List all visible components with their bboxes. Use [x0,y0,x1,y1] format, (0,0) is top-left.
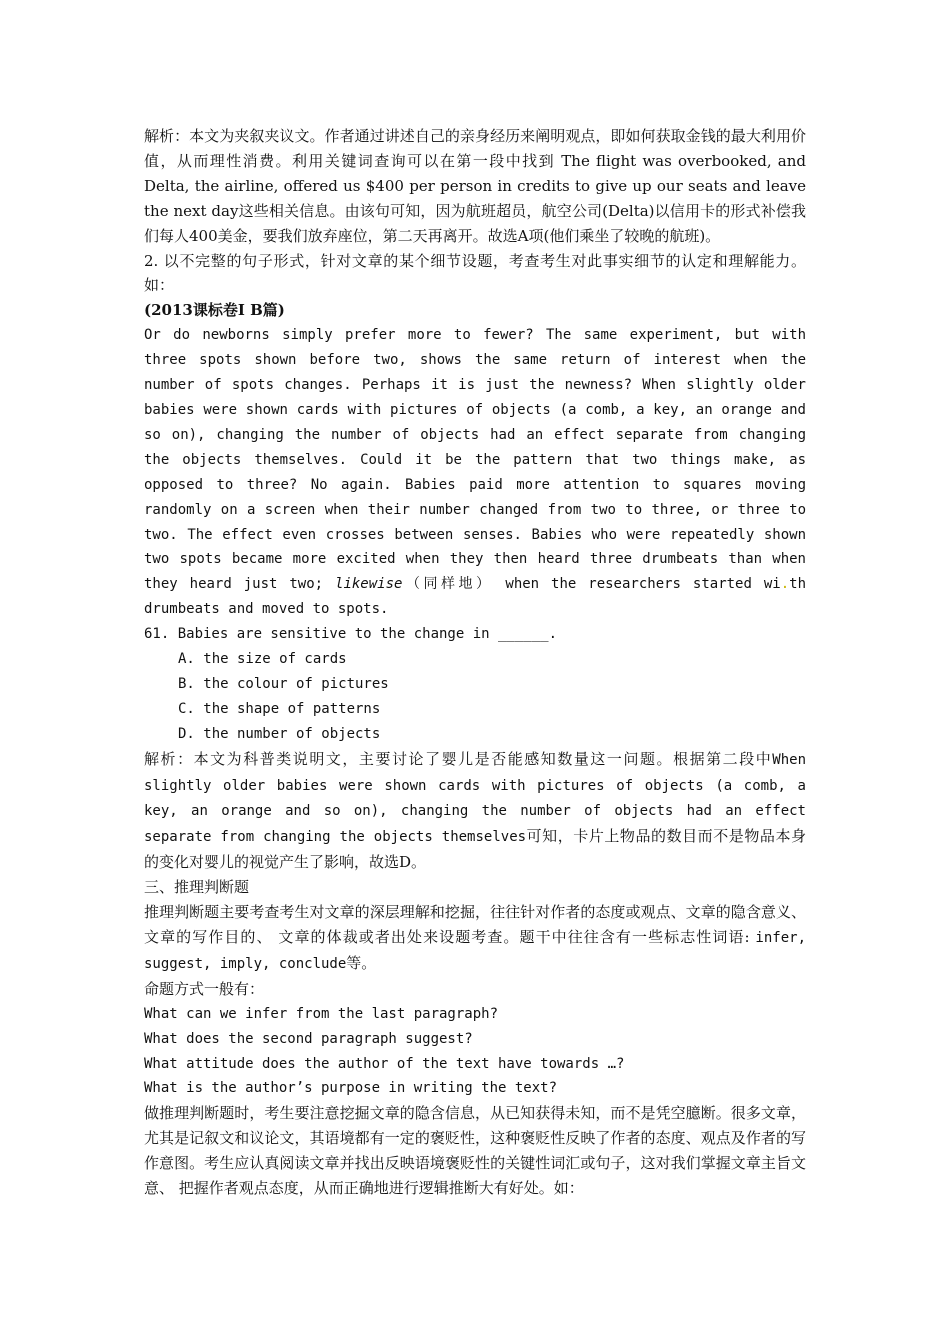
option-c: C. the shape of patterns [178,700,381,717]
inference-keywords: infer, suggest, imply, conclude [144,930,806,972]
source-label: (2013课标卷Ⅰ B篇) [144,301,285,320]
inference-intro-a: 推理判断题主要考查考生对文章的深层理解和挖掘，往往针对作者的态度或观点、文章的隐含意义、 文章的写作目的、 文章的体裁或者出处来设题考查。题干中往往含有一些标志性词语: [144,903,806,946]
reading-passage [144,323,806,622]
inference-intro-c: 等。 [346,953,377,972]
option-b: B. the colour of pictures [178,675,389,692]
option-a: A. the size of cards [178,651,347,668]
forms-title: 命题方式一般有： [144,979,265,998]
passage-text-b2: th drumbeats and moved to spots. [144,576,806,618]
passage-text-a: Or do newborns simply prefer more to fewer? The same experiment, but with three spots shown before two, shows the same return of interest when the number of spots changes. Perhaps it is just the newness? When slightly older babies were shown cards with pictures of objects (a comb, a key, an orange and so on), changing the number of objects had an effect separate from changing the objects themselves. Could it be the pattern that two things make, as opposed to three? No again. Babies paid more attention to squares moving randomly on a screen when their number changed from two to three, or three to two. The effect even crosses between senses. Babies who were repeatedly shown two spots became more excited when they then heard three drumbeats than when they heard just two; [144,327,806,593]
passage-italic-word: likewise [335,576,403,593]
analysis-2-quote: When slightly older babies were shown cards with pictures of objects (a comb, a key, an orange and so on), changing the number of objects had an effect separate from changing the objects themselves [144,751,806,846]
option-d: D. the number of objects [178,725,381,742]
form-2: What does the second paragraph suggest? [144,1030,473,1047]
analysis-paragraph-1: 解析：本文为夹叙夹议文。作者通过讲述自己的亲身经历来阐明观点，即如何获取金钱的最大利用价值，从而理性消费。利用关键词查询可以在第一段中找到 The flight was overbooked, and Delta, the airline, offered us $400 per person in credits to give up our seats and leave the next day这些相关信息。由该句可知，因为航班超员，航空公司(Delta)以信用卡的形式补偿我们每人400美金，要我们放弃座位，第二天再离开。故选A项(他们乘坐了较晚的航班)。 [144,127,806,245]
passage-gloss: （同样地） [402,576,494,593]
inference-intro [144,900,806,977]
form-1: What can we infer from the last paragraph? [144,1005,499,1022]
analysis-2-lead: 解析：本文为科普类说明文，主要讨论了婴儿是否能感知数量这一问题。根据第二段中 [144,749,773,768]
point-2-paragraph: 2. 以不完整的句子形式，针对文章的某个细节设题，考查考生对此事实细节的认定和理解能力。如： [144,251,806,295]
section-3-heading: 三、推理判断题 [144,878,250,897]
inference-tips: 做推理判断题时，考生要注意挖掘文章的隐含信息，从已知获得未知，而不是凭空臆断。很多文章，尤其是记叙文和议论文，其语境都有一定的褒贬性，这种褒贬性反映了作者的态度、观点及作者的写作意图。考生应认真阅读文章并找出反映语境褒贬性的关键性词汇或句子，这对我们掌握文章主旨文意、 把握作者观点态度，从而正确地进行逻辑推断大有好处。如： [144,1104,806,1198]
question-61: 61. Babies are sensitive to the change in ______. [144,626,558,643]
document-page [144,124,806,1201]
form-4: What is the author’s purpose in writing the text? [144,1080,558,1097]
analysis-2-tail: 可知，卡片上物品的数目而不是物品本身的变化对婴儿的视觉产生了影响，故选D。 [144,827,806,872]
passage-stray-mark: . [780,576,790,593]
form-3: What attitude does the author of the text have towards …? [144,1055,625,1072]
passage-text-b1: when the researchers started wi [493,576,781,593]
analysis-paragraph-2 [144,747,806,876]
